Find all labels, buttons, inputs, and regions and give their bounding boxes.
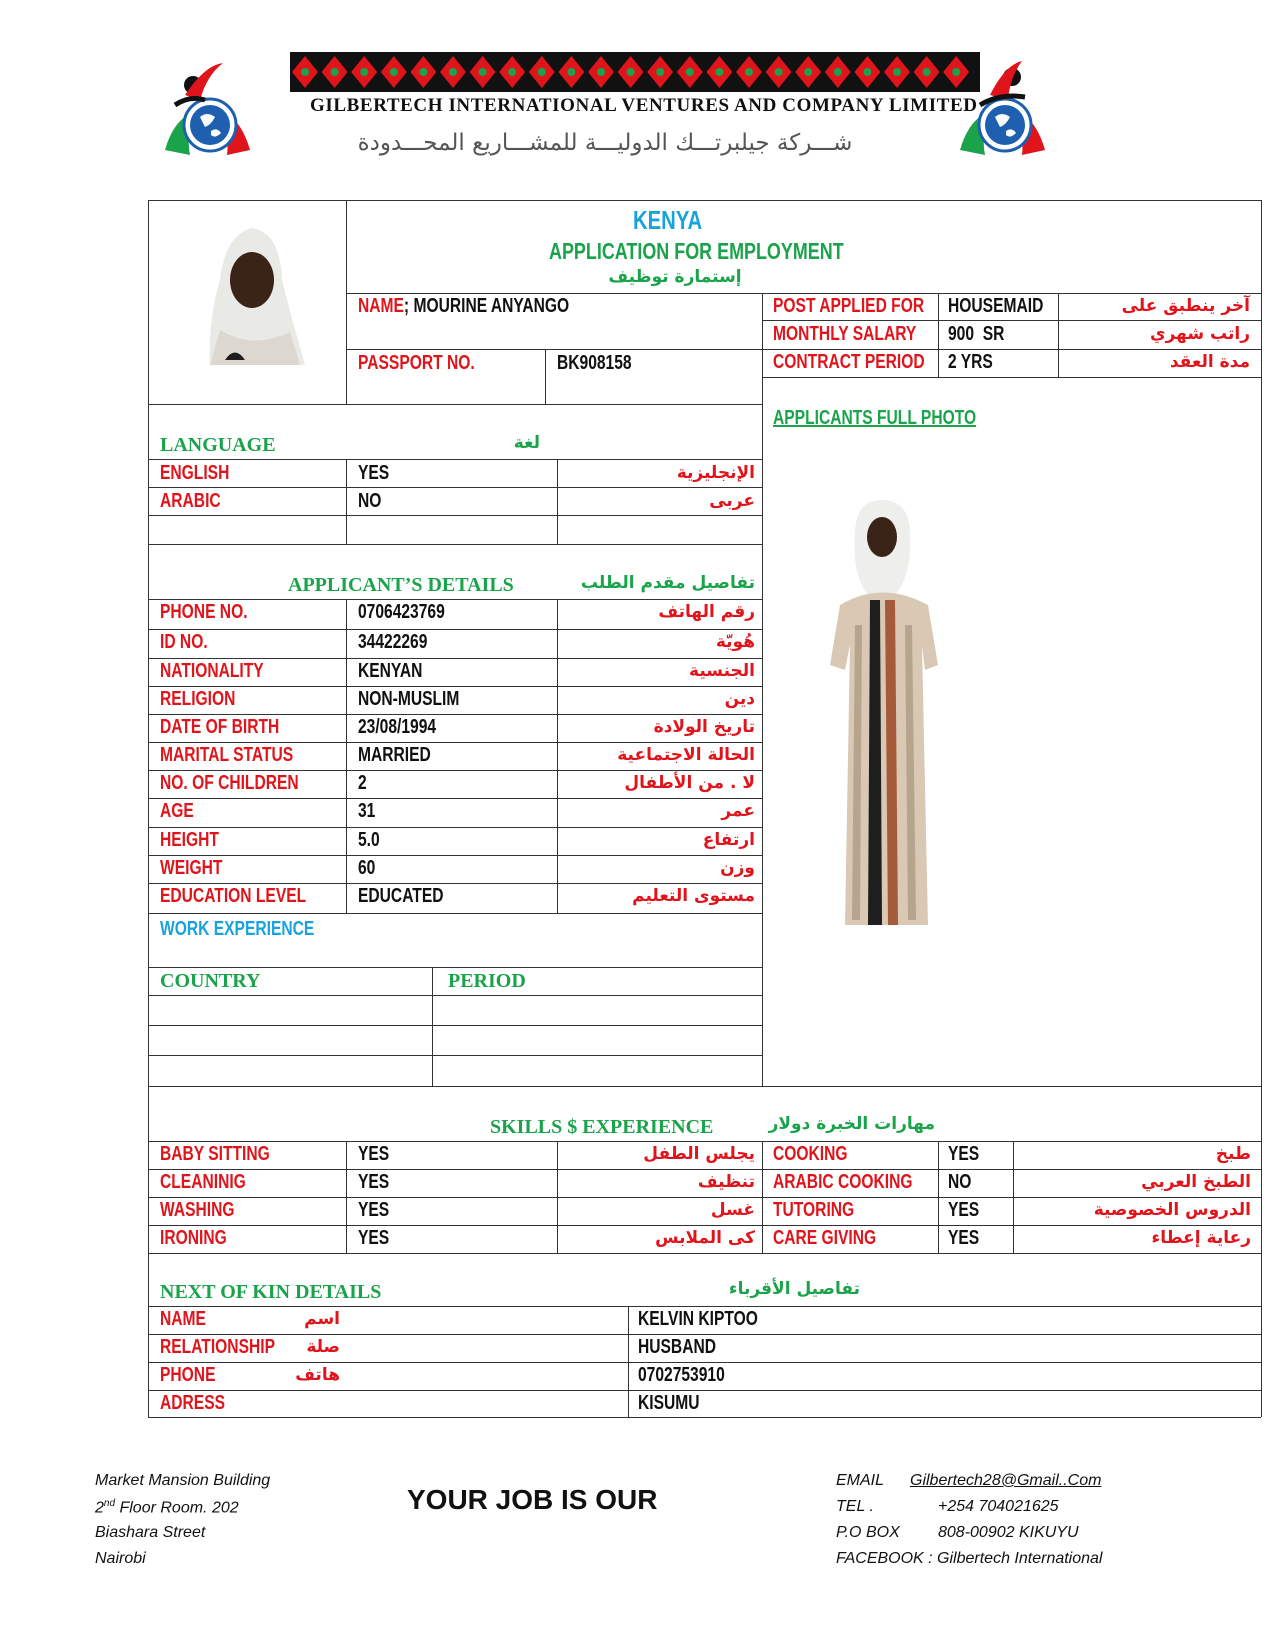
skill-label: TUTORING [773, 1199, 855, 1221]
detail-value: KENYAN [358, 660, 423, 682]
detail-value: NON-MUSLIM [358, 688, 460, 710]
kin-value: 0702753910 [638, 1364, 725, 1386]
skill-ar: طبخ [1215, 1144, 1251, 1164]
address-line-3: Biashara Street [95, 1524, 206, 1541]
language-value: NO [358, 490, 382, 512]
skill-ar: يجلس الطفل [643, 1144, 755, 1164]
skill-value: YES [358, 1143, 390, 1165]
skill-ar: غسل [710, 1200, 755, 1220]
detail-label: NO. OF CHILDREN [160, 772, 299, 794]
form-title-ar: إستمارة توظيف [608, 267, 742, 287]
detail-ar: تاريخ الولادة [653, 717, 755, 737]
work-country-header: COUNTRY [160, 970, 261, 992]
detail-value: EDUCATED [358, 885, 444, 907]
name-field [358, 295, 569, 318]
detail-ar: الحالة الاجتماعية [617, 745, 755, 765]
details-title: APPLICANT’S DETAILS [288, 574, 514, 596]
language-title: LANGUAGE [160, 434, 276, 456]
detail-label: RELIGION [160, 688, 236, 710]
details-title-ar: تفاصيل مقدم الطلب [580, 573, 755, 593]
skill-label: CARE GIVING [773, 1227, 877, 1249]
kin-title-ar: تفاصيل الأقرباء [728, 1279, 860, 1299]
language-title-ar: لغة [513, 433, 540, 453]
skill-ar: الدروس الخصوصية [1093, 1200, 1251, 1220]
skill-ar: كى الملابس [655, 1228, 755, 1248]
skill-value: YES [358, 1199, 390, 1221]
detail-value: 23/08/1994 [358, 716, 437, 738]
post-ar: آخر ينطبق على [1121, 296, 1250, 316]
skill-value: NO [948, 1171, 972, 1193]
work-title: WORK EXPERIENCE [160, 918, 315, 940]
salary-value: 900 SR [948, 323, 1005, 345]
tel-label: TEL . [836, 1498, 874, 1515]
skill-value: YES [948, 1227, 980, 1249]
kin-value: KELVIN KIPTOO [638, 1308, 758, 1330]
address-line-1: Market Mansion Building [95, 1472, 271, 1489]
address-line-4: Nairobi [95, 1550, 146, 1567]
full-photo-label: APPLICANTS FULL PHOTO [773, 407, 977, 429]
detail-label: WEIGHT [160, 857, 223, 879]
detail-label: DATE OF BIRTH [160, 716, 280, 738]
header-banner [290, 52, 980, 92]
email-label: EMAIL [836, 1472, 885, 1489]
skills-title: SKILLS $ EXPERIENCE [490, 1116, 714, 1138]
contract-value: 2 YRS [948, 351, 993, 373]
name-value: MOURINE ANYANGO [413, 295, 570, 317]
left-logo [145, 55, 270, 170]
name-separator: ; [403, 295, 414, 317]
detail-ar: رقم الهاتف [658, 602, 755, 622]
post-label: POST APPLIED FOR [773, 295, 925, 317]
skill-value: YES [358, 1227, 390, 1249]
skills-title-ar: مهارات الخبرة دولار [768, 1114, 935, 1134]
kin-ar: صلة [306, 1337, 340, 1357]
detail-ar: دين [724, 689, 755, 709]
skill-label: BABY SITTING [160, 1143, 270, 1165]
language-value: YES [358, 462, 390, 484]
detail-ar: وزن [720, 858, 755, 878]
detail-ar: هُويّة [715, 632, 755, 652]
kin-label: NAME [160, 1308, 206, 1330]
kin-label: ADRESS [160, 1392, 226, 1414]
skill-ar: الطبخ العربي [1141, 1172, 1251, 1192]
detail-value: 2 [358, 772, 367, 794]
contract-label: CONTRACT PERIOD [773, 351, 925, 373]
skill-label: IRONING [160, 1227, 227, 1249]
detail-label: MARITAL STATUS [160, 744, 294, 766]
skill-value: YES [948, 1199, 980, 1221]
passport-value: BK908158 [557, 352, 632, 374]
kin-title: NEXT OF KIN DETAILS [160, 1281, 382, 1303]
footer-slogan: YOUR JOB IS OUR [407, 1484, 658, 1515]
skill-label: WASHING [160, 1199, 235, 1221]
language-ar: الإنجليزية [676, 463, 755, 483]
tel-value: +254 704021625 [938, 1498, 1059, 1515]
salary-label: MONTHLY SALARY [773, 323, 917, 345]
form-title: APPLICATION FOR EMPLOYMENT [549, 238, 844, 264]
pobox-label: P.O BOX [836, 1524, 900, 1541]
skill-ar: رعاية إعطاء [1151, 1228, 1251, 1248]
skill-value: YES [358, 1171, 390, 1193]
kin-label: RELATIONSHIP [160, 1336, 275, 1358]
detail-ar: لا . من الأطفال [624, 773, 755, 793]
detail-label: HEIGHT [160, 829, 219, 851]
detail-value: 5.0 [358, 829, 380, 851]
salary-ar: راتب شهري [1149, 324, 1250, 344]
facebook-text: FACEBOOK : Gilbertech International [836, 1550, 1103, 1567]
kin-label: PHONE [160, 1364, 216, 1386]
country-title: KENYA [633, 205, 703, 235]
detail-value: MARRIED [358, 744, 431, 766]
language-ar: عربى [709, 491, 755, 511]
skill-label: CLEANINIG [160, 1171, 246, 1193]
contract-ar: مدة العقد [1169, 352, 1250, 372]
detail-value: 60 [358, 857, 376, 879]
pobox-value: 808-00902 KIKUYU [938, 1524, 1079, 1541]
detail-label: ID NO. [160, 631, 208, 653]
detail-label: NATIONALITY [160, 660, 264, 682]
email-link[interactable]: Gilbertech28@Gmail..Com [910, 1472, 1102, 1489]
company-name: GILBERTECH INTERNATIONAL VENTURES AND COMPANY LIMITED [310, 95, 978, 116]
post-value: HOUSEMAID [948, 295, 1044, 317]
passport-photo [180, 210, 320, 365]
skill-ar: تنظيف [697, 1172, 755, 1192]
detail-label: AGE [160, 800, 194, 822]
detail-value: 34422269 [358, 631, 428, 653]
kin-value: HUSBAND [638, 1336, 716, 1358]
passport-label: PASSPORT NO. [358, 352, 475, 374]
skill-label: COOKING [773, 1143, 848, 1165]
detail-label: PHONE NO. [160, 601, 248, 623]
skill-label: ARABIC COOKING [773, 1171, 913, 1193]
work-period-header: PERIOD [448, 970, 526, 992]
company-name-ar: شـــركة جيلبرتـــك الدوليـــة للمشـــاريع المحـــدودة [357, 130, 853, 156]
detail-label: EDUCATION LEVEL [160, 885, 307, 907]
detail-ar: مستوى التعليم [632, 886, 755, 906]
full-photo [800, 495, 960, 935]
address-line-2: 2nd Floor Room. 202 [95, 1498, 239, 1517]
language-label: ENGLISH [160, 462, 230, 484]
kin-ar: اسم [304, 1309, 340, 1329]
skill-value: YES [948, 1143, 980, 1165]
detail-ar: ارتفاع [702, 830, 755, 850]
kin-ar: هاتف [295, 1365, 340, 1385]
language-label: ARABIC [160, 490, 221, 512]
detail-ar: الجنسية [689, 661, 755, 681]
detail-value: 0706423769 [358, 601, 445, 623]
detail-ar: عمر [721, 801, 755, 821]
detail-value: 31 [358, 800, 376, 822]
name-label: NAME [358, 295, 404, 317]
kin-value: KISUMU [638, 1392, 700, 1414]
